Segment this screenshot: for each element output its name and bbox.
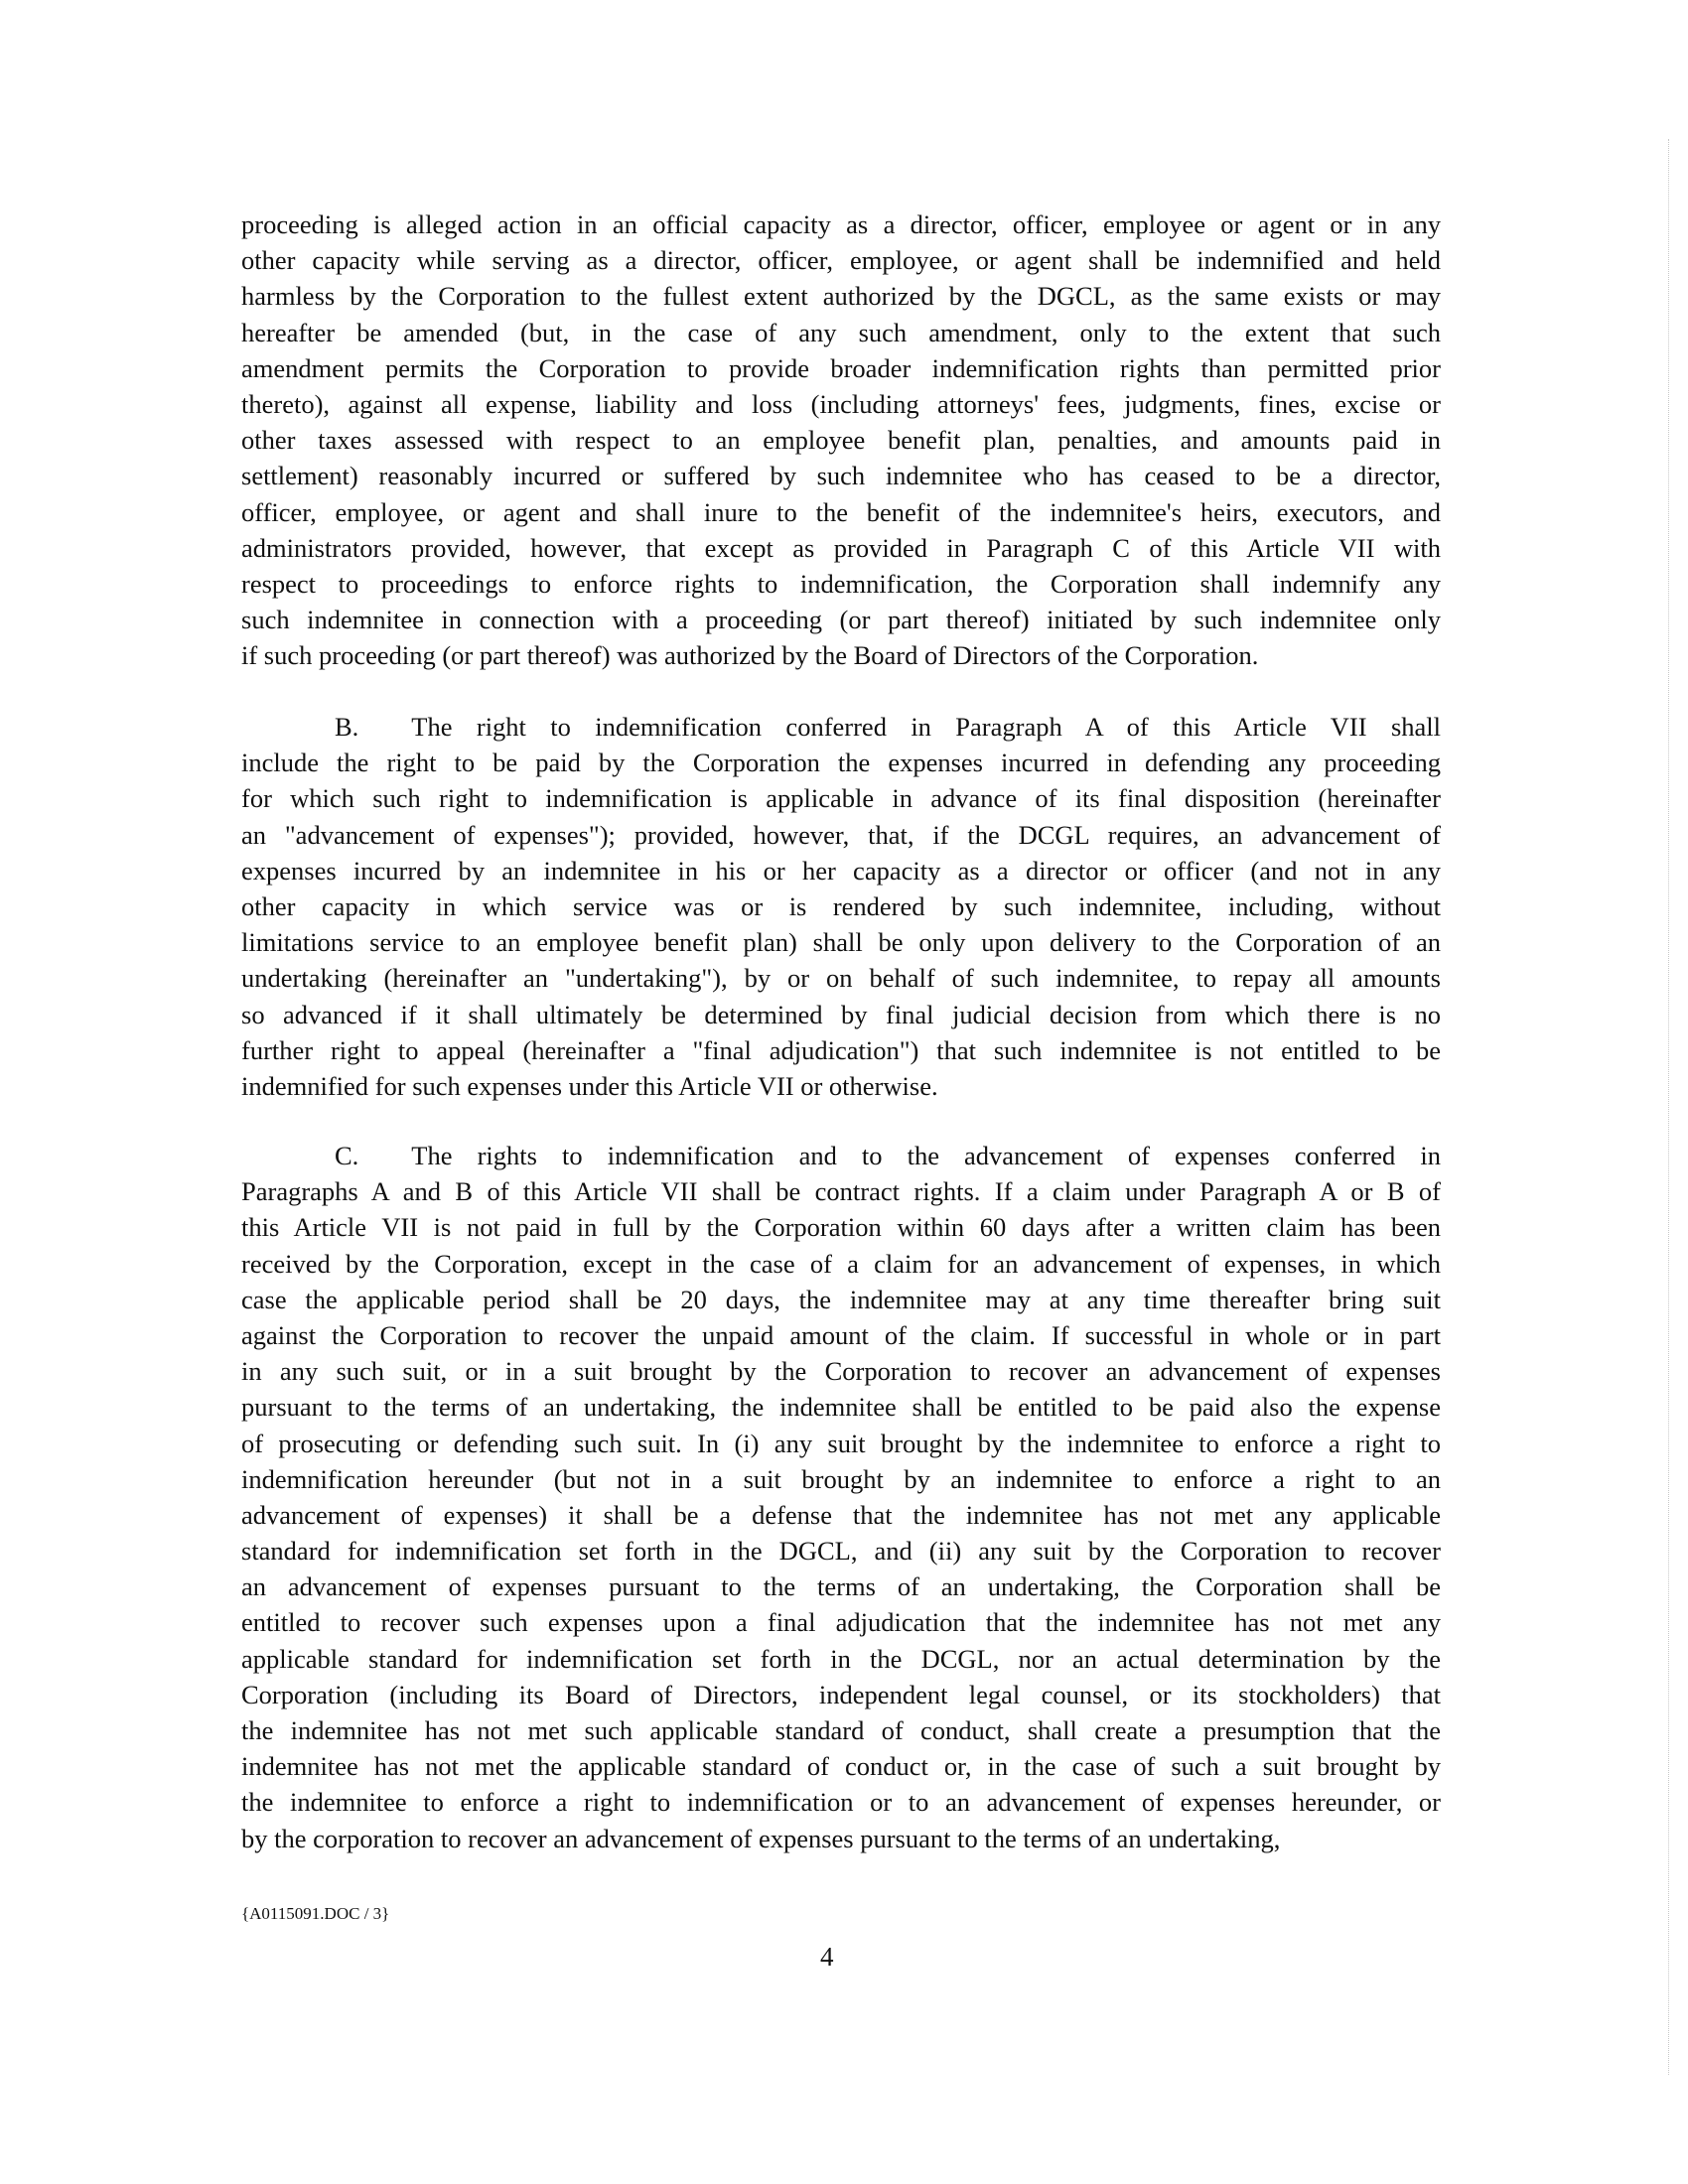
text-line: so advanced if it shall ultimately be determined by final judicial decision from which there is no — [241, 999, 1441, 1029]
text-line: pursuant to the terms of an undertaking, the indemnitee shall be entitled to be paid also the expense — [241, 1392, 1441, 1423]
text-line: settlement) reasonably incurred or suffered by such indemnitee who has ceased to be a director, — [241, 461, 1441, 491]
text-line: of prosecuting or defending such suit. In (i) any suit brought by the indemnitee to enforce a right to — [241, 1428, 1441, 1458]
text-line: harmless by the Corporation to the fullest extent authorized by the DGCL, as the same exists or may — [241, 281, 1441, 312]
text-line: proceeding is alleged action in an official capacity as a director, officer, employee or agent or in any — [241, 209, 1441, 239]
text-line: amendment permits the Corporation to provide broader indemnification rights than permitted prior — [241, 352, 1441, 383]
text-line: officer, employee, or agent and shall inure to the benefit of the indemnitee's heirs, executors, and — [241, 496, 1441, 527]
paragraph-a — [241, 206, 1441, 673]
text-line: administrators provided, however, that except as provided in Paragraph C of this Article VII with — [241, 532, 1441, 563]
text-line: further right to appeal (hereinafter a "final adjudication") that such indemnitee is not entitled to be — [241, 1034, 1441, 1065]
scan-edge-line — [1668, 139, 1669, 2075]
text-line: expenses incurred by an indemnitee in his or her capacity as a director or officer (and not in any — [241, 855, 1441, 886]
paragraph-b — [241, 709, 1441, 1104]
text-line: Corporation (including its Board of Directors, independent legal counsel, or its stockholders) that — [241, 1679, 1441, 1709]
text-line: applicable standard for indemnification set forth in the DCGL, nor an actual determination by the — [241, 1643, 1441, 1674]
text-line: limitations service to an employee benefit plan) shall be only upon delivery to the Corporation of an — [241, 927, 1441, 958]
text-line: standard for indemnification set forth in the DGCL, and (ii) any suit by the Corporation to recover — [241, 1536, 1441, 1567]
text-line: indemnitee has not met the applicable standard of conduct or, in the case of such a suit brought by — [241, 1751, 1441, 1782]
text-line: by the corporation to recover an advancement of expenses pursuant to the terms of an undertaking, — [241, 1823, 1281, 1853]
text-line: an "advancement of expenses"); provided, however, that, if the DCGL requires, an advancement of — [241, 819, 1441, 850]
text-line: undertaking (hereinafter an "undertaking"), by or on behalf of such indemnitee, to repay all amounts — [241, 963, 1441, 994]
text-line: C. The rights to indemnification and to the advancement of expenses conferred in — [335, 1141, 1441, 1170]
text-line: the indemnitee has not met such applicable standard of conduct, shall create a presumption that the — [241, 1715, 1441, 1745]
text-line: this Article VII is not paid in full by the Corporation within 60 days after a written claim has been — [241, 1212, 1441, 1243]
document-id: {A0115091.DOC / 3} — [241, 1904, 390, 1923]
text-line: if such proceeding (or part thereof) was authorized by the Board of Directors of the Corporation. — [241, 640, 1259, 671]
text-line: for which such right to indemnification is applicable in advance of its final disposition (hereinafter — [241, 783, 1441, 814]
text-line: against the Corporation to recover the unpaid amount of the claim. If successful in whole or in part — [241, 1319, 1441, 1350]
text-line: the indemnitee to enforce a right to indemnification or to an advancement of expenses hereunder, or — [241, 1787, 1441, 1818]
text-line: advancement of expenses) it shall be a defense that the indemnitee has not met any applicable — [241, 1499, 1441, 1530]
text-line: an advancement of expenses pursuant to the terms of an undertaking, the Corporation shall be — [241, 1571, 1441, 1602]
text-line: respect to proceedings to enforce rights to indemnification, the Corporation shall indemnify any — [241, 568, 1441, 599]
text-line: such indemnitee in connection with a proceeding (or part thereof) initiated by such indemnitee only — [241, 605, 1441, 635]
text-line: received by the Corporation, except in the case of a claim for an advancement of expenses, in which — [241, 1248, 1441, 1279]
text-line: thereto), against all expense, liability and loss (including attorneys' fees, judgments, fines, excise or — [241, 388, 1441, 419]
text-line: B. The right to indemnification conferred in Paragraph A of this Article VII shall — [335, 712, 1441, 742]
text-line: include the right to be paid by the Corporation the expenses incurred in defending any proceeding — [241, 748, 1441, 778]
text-line: indemnified for such expenses under this Article VII or otherwise. — [241, 1070, 938, 1101]
paragraph-c — [241, 1138, 1441, 1856]
text-line: hereafter be amended (but, in the case of any such amendment, only to the extent that such — [241, 317, 1441, 347]
text-line: other capacity while serving as a director, officer, employee, or agent shall be indemnified and held — [241, 245, 1441, 276]
text-line: other taxes assessed with respect to an employee benefit plan, penalties, and amounts paid in — [241, 425, 1441, 456]
text-line: entitled to recover such expenses upon a final adjudication that the indemnitee has not met any — [241, 1607, 1441, 1638]
page-number: 4 — [820, 1942, 834, 1972]
text-line: case the applicable period shall be 20 days, the indemnitee may at any time thereafter bring suit — [241, 1284, 1441, 1314]
text-line: other capacity in which service was or is rendered by such indemnitee, including, without — [241, 890, 1441, 921]
text-line: indemnification hereunder (but not in a suit brought by an indemnitee to enforce a right to an — [241, 1463, 1441, 1494]
text-line: in any such suit, or in a suit brought by the Corporation to recover an advancement of expenses — [241, 1356, 1441, 1387]
text-line: Paragraphs A and B of this Article VII shall be contract rights. If a claim under Paragraph A or B of — [241, 1176, 1441, 1207]
